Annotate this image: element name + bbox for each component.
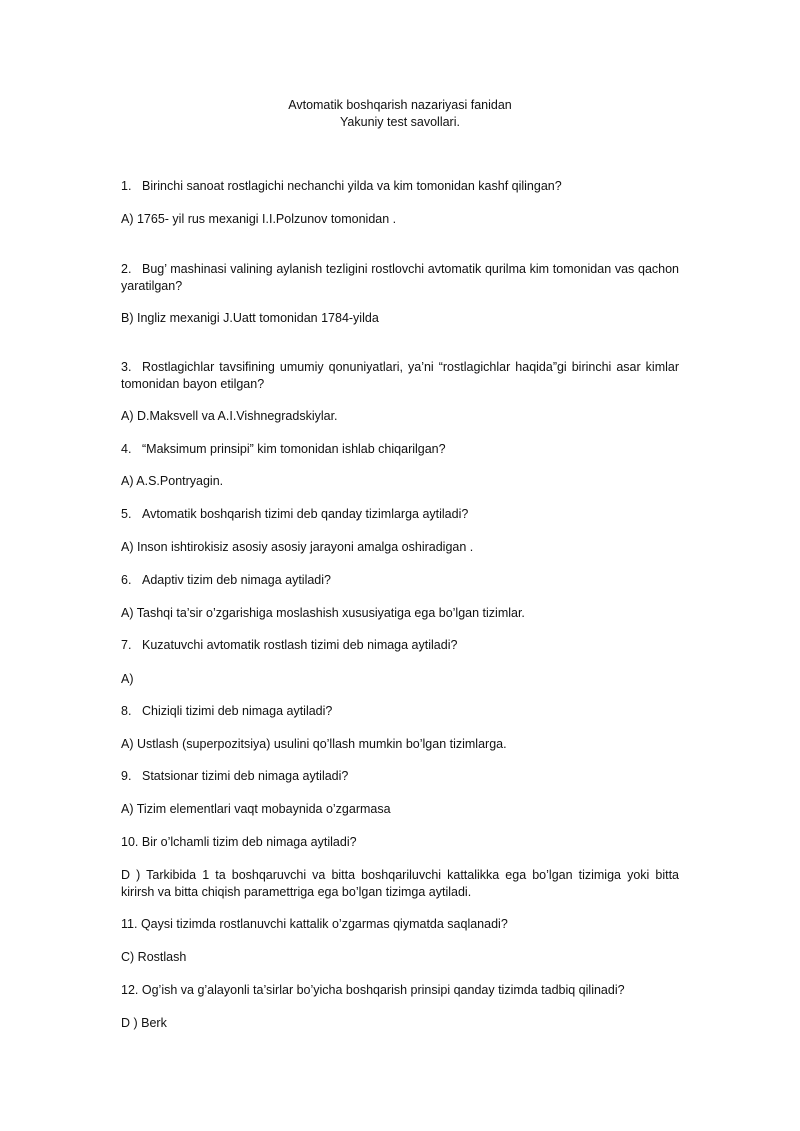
- answer-8: A) Ustlash (superpozitsiya) usulini qo’llash mumkin bo’lgan tizimlarga.: [121, 737, 507, 751]
- question-12: [121, 982, 679, 999]
- question-5: [121, 506, 679, 523]
- question-number: 10.: [121, 835, 139, 849]
- question-number: 7.: [121, 638, 132, 652]
- answer-9: A) Tizim elementlari vaqt mobaynida o’zgarmasa: [121, 802, 391, 816]
- question-text: Kuzatuvchi avtomatik rostlash tizimi deb nimaga aytiladi?: [142, 638, 458, 652]
- question-4: [121, 441, 679, 458]
- question-text: Statsionar tizimi deb nimaga aytiladi?: [142, 769, 349, 783]
- question-number: 11.: [121, 917, 138, 931]
- answer-1: A) 1765- yil rus mexanigi I.I.Polzunov tomonidan .: [121, 212, 397, 226]
- question-number: 12.: [121, 983, 139, 997]
- answer-12: D ) Berk: [121, 1016, 167, 1030]
- question-text: “Maksimum prinsipi” kim tomonidan ishlab chiqarilgan?: [142, 442, 446, 456]
- question-number: 2.: [121, 262, 132, 276]
- question-text: Bug’ mashinasi valining aylanish tezligini rostlovchi avtomatik qurilma kim tomonidan vas qachon yaratilgan?: [121, 262, 679, 293]
- question-text: Birinchi sanoat rostlagichi nechanchi yilda va kim tomonidan kashf qilingan?: [142, 179, 562, 193]
- answer-5: A) Inson ishtirokisiz asosiy asosiy jarayoni amalga oshiradigan .: [121, 540, 474, 554]
- question-8: [121, 703, 679, 720]
- question-9: [121, 768, 679, 785]
- question-text: Avtomatik boshqarish tizimi deb qanday tizimlarga aytiladi?: [142, 507, 469, 521]
- question-number: 4.: [121, 442, 132, 456]
- question-10: [121, 834, 679, 851]
- answer-2: B) Ingliz mexanigi J.Uatt tomonidan 1784-yilda: [121, 311, 379, 325]
- question-6: [121, 572, 679, 589]
- question-number: 5.: [121, 507, 132, 521]
- question-11: [121, 916, 679, 933]
- title-line-2: Yakuniy test savollari.: [340, 115, 460, 129]
- answer-3: A) D.Maksvell va A.I.Vishnegradskiylar.: [121, 409, 338, 423]
- answer-11: C) Rostlash: [121, 950, 187, 964]
- question-number: 1.: [121, 179, 132, 193]
- title-line-1: Avtomatik boshqarish nazariyasi fanidan: [288, 98, 512, 112]
- question-text: Chiziqli tizimi deb nimaga aytiladi?: [142, 704, 333, 718]
- question-7: [121, 637, 679, 654]
- answer-7: A): [121, 672, 134, 686]
- question-3: [121, 359, 679, 392]
- document-title: [0, 97, 800, 131]
- question-text: Og’ish va g’alayonli ta’sirlar bo’yicha boshqarish prinsipi qanday tizimda tadbiq qilinadi?: [141, 983, 625, 997]
- question-1: [121, 178, 679, 195]
- question-number: 9.: [121, 769, 132, 783]
- question-number: 3.: [121, 360, 132, 374]
- question-2: [121, 261, 679, 294]
- question-text: Rostlagichlar tavsifining umumiy qonuniyatlari, ya’ni “rostlagichlar haqida”gi birinchi asar kimlar tomonidan bayon etilgan?: [121, 360, 679, 391]
- answer-6: A) Tashqi ta’sir o’zgarishiga moslashish xususiyatiga ega bo’lgan tizimlar.: [121, 606, 525, 620]
- question-text: Adaptiv tizim deb nimaga aytiladi?: [142, 573, 331, 587]
- answer-4: A) A.S.Pontryagin.: [121, 474, 224, 488]
- question-number: 8.: [121, 704, 132, 718]
- question-number: 6.: [121, 573, 132, 587]
- answer-10: D ) Tarkibida 1 ta boshqaruvchi va bitta boshqariluvchi kattalikka ega bo’lgan tizimiga yoki bitta kirirsh va bitta chiqish paramettriga ega bo’lgan tizimga aytiladi.: [121, 868, 679, 899]
- question-text: Qaysi tizimda rostlanuvchi kattalik o’zgarmas qiymatda saqlanadi?: [140, 917, 508, 931]
- question-text: Bir o’lchamli tizim deb nimaga aytiladi?: [141, 835, 357, 849]
